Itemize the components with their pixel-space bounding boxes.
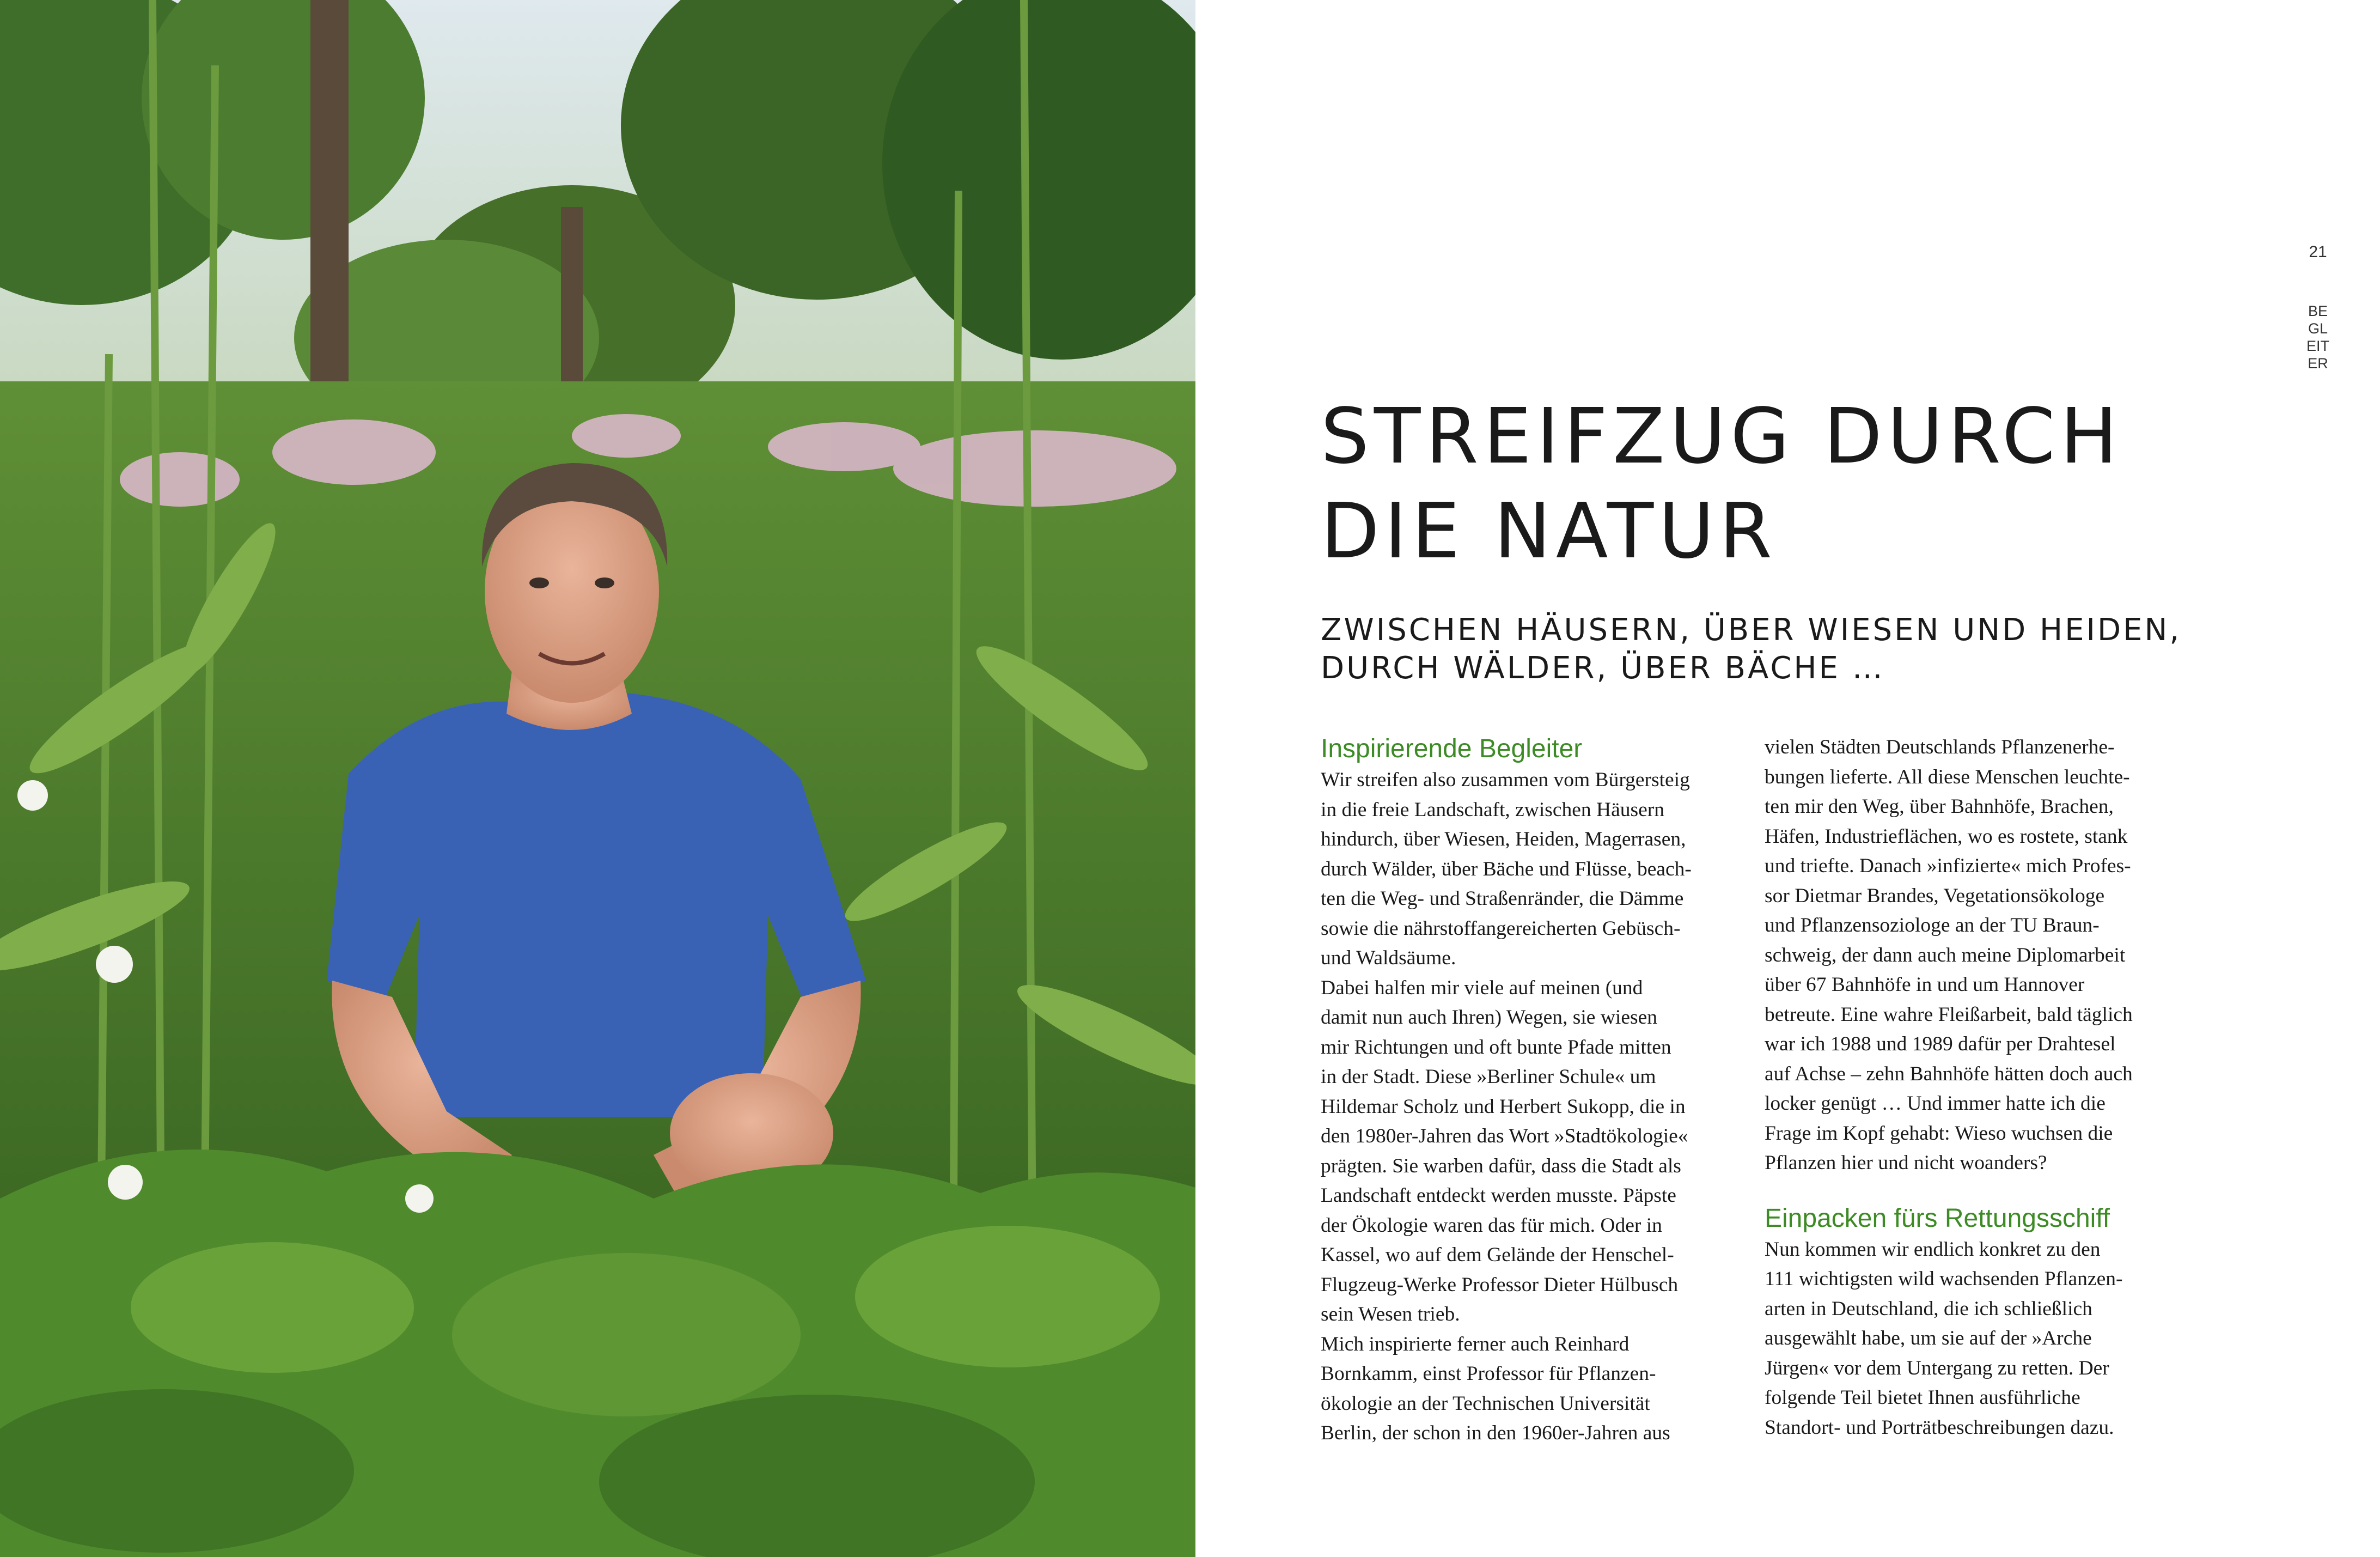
paragraph: Mich inspirierte ferner auch Reinhard Bornkamm, einst Professor für Pflanzen- ökologie an der Technischen Universität Berlin, der schon in den 1960er-Jahren aus: [1321, 1333, 1670, 1444]
text-column-left: [1321, 733, 1754, 1449]
paragraph: Dabei halfen mir viele auf meinen (und damit nun auch Ihren) Wegen, sie wiesen mir Richtungen und oft bunte Pfade mitten in der Stadt. Diese »Berliner Schule« um Hildemar Scholz und Herbert Sukopp, die in den 1980er-Jahren das Wort »Stadtökologie« prägten. Sie warben dafür, dass die Stadt als Landschaft entdeckt werden musste. Päpste der Ökologie waren das für mich. Oder in Kassel, wo auf dem Gelände der Henschel- Flugzeug-Werke Professor Dieter Hülbusch sein Wesen trieb.: [1321, 976, 1688, 1325]
page-number: 21: [2309, 243, 2327, 261]
section-heading-rescue-ship: Einpacken fürs Rettungsschiff: [1765, 1203, 2110, 1233]
paragraph: Nun kommen wir endlich konkret zu den 111 wichtigsten wild wachsenden Pflanzen- arten in Deutschland, die ich schließlich ausgewählt habe, um sie auf der »Arche Jürgen« vor dem Untergang zu retten. Der folgende Teil bietet Ihnen ausführliche Standort- und Porträtbeschreibungen dazu.: [1765, 1238, 2123, 1439]
paragraph: Wir streifen also zusammen vom Bürgersteig in die freie Landschaft, zwischen Häusern hindurch, über Wiesen, Heiden, Magerrasen, durch Wälder, über Bäche und Flüsse, beach- ten die Weg- und Straßenränder, die Dämme sowie die nährstoffangereicherten Gebüsch- und Waldsäume.: [1321, 769, 1692, 969]
paragraph: vielen Städten Deutschlands Pflanzenerhe- bungen lieferte. All diese Menschen leuchte- ten mir den Weg, über Bahnhöfe, Brachen, Häfen, Industrieflächen, wo es rostete, stank und triefte. Danach »infizierte« mich Profes- sor Dietmar Brandes, Vegetationsökologe und Pflanzensoziologe an der TU Braun- schweig, der dann auch meine Diplomarbeit über 67 Bahnhöfe in und um Hannover betreute. Eine wahre Fleißarbeit, bald täglich war ich 1988 und 1989 dafür per Drahtesel auf Achse – zehn Bahnhöfe hätten doch auch locker genügt … Und immer hatte ich die Frage im Kopf gehabt: Wieso wuchsen die Pflanzen hier und nicht woanders?: [1765, 736, 2133, 1174]
page-subtitle: ZWISCHEN HÄUSERN, ÜBER WIESEN UND HEIDEN, DURCH WÄLDER, ÜBER BÄCHE …: [1321, 612, 2182, 686]
text-column-right: [1765, 733, 2198, 1443]
section-heading-inspiring: Inspirierende Begleiter: [1321, 734, 1583, 763]
running-head: BEGLEITER: [2306, 303, 2329, 372]
page-title: STREIFZUG DURCH DIE NATUR: [1321, 392, 2122, 576]
